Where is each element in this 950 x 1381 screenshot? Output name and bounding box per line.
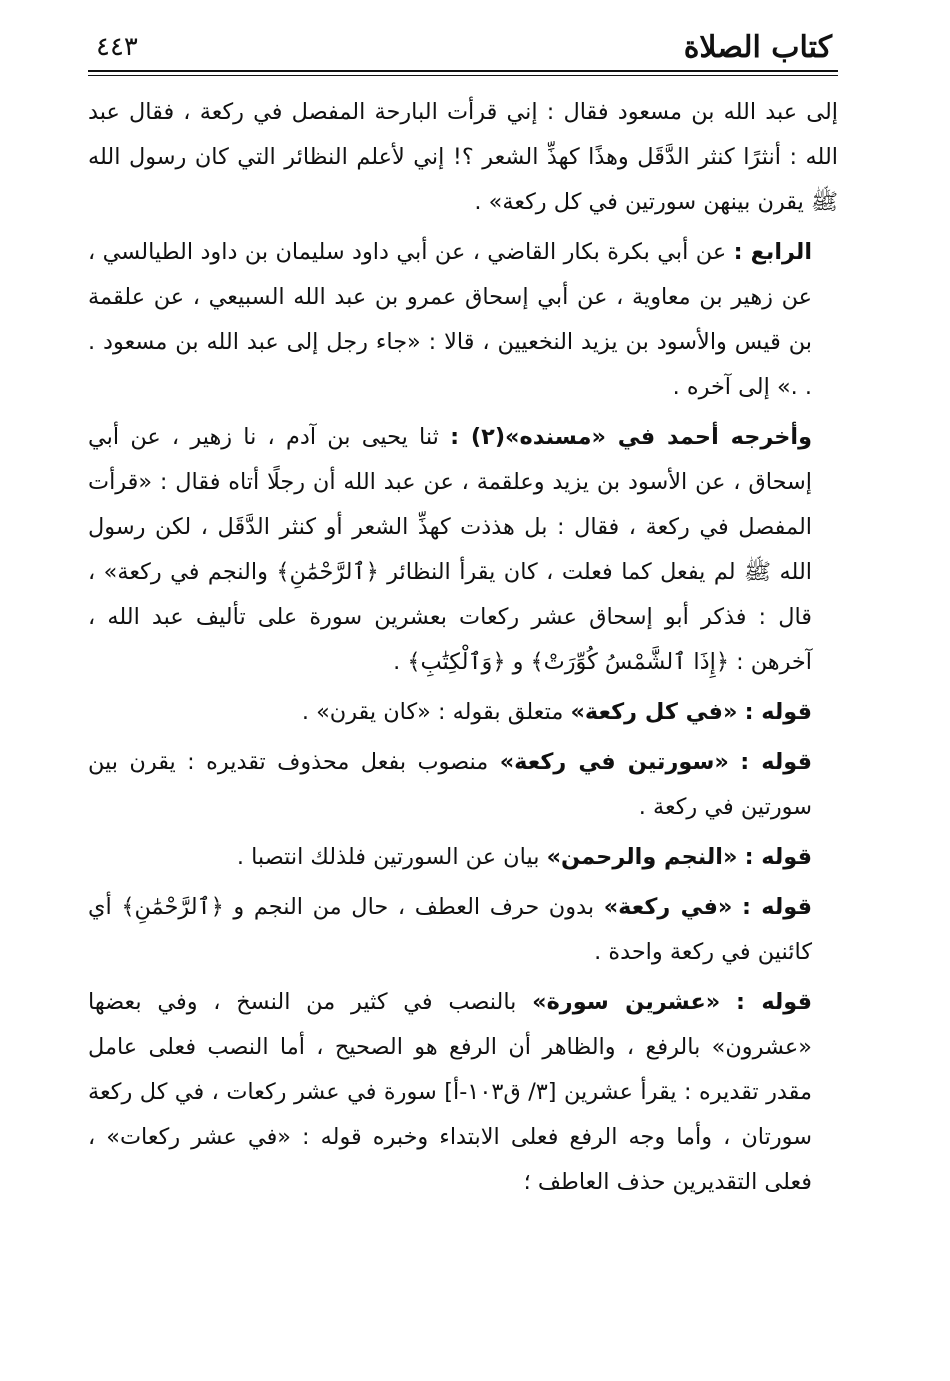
quoted-phrase: «النجم والرحمن»: [546, 844, 738, 870]
book-page: [88, 24, 838, 1210]
paragraph-text: عن أبي بكرة بكار القاضي ، عن أبي داود سليمان بن داود الطيالسي ، عن زهير بن معاوية ، عن أبي إسحاق عمرو بن عبد الله السبيعي ، عن علقمة بن قيس والأسود بن يزيد النخعيين ، قالا : «جاء رجل إلى عبد الله بن مسعود . . .» إلى آخره .: [88, 239, 812, 400]
quoted-phrase: «سورتين في ركعة»: [499, 749, 729, 775]
paragraph: [88, 690, 838, 735]
quoted-phrase: «في كل ركعة»: [570, 699, 738, 725]
paragraph-text: بدون حرف العطف ، حال من النجم و ﴿ٱلرَّحْمَٰنِ﴾ أي كائنين في ركعة واحدة .: [88, 894, 812, 965]
paragraph-text: ثنا يحيى بن آدم ، نا زهير ، عن أبي إسحاق ، عن الأسود بن يزيد وعلقمة ، عن عبد الله أن رجلًا أتاه فقال : «قرأت المفصل في ركعة ، فقال : بل هذذت كهذِّ الشعر أو كنثر الدَّقَل ، لكن رسول الله ﷺ لم يفعل كما فعلت ، كان يقرأ النظائر ﴿ٱلرَّحْمَٰنِ﴾ والنجم في ركعة» ، قال : فذكر أبو إسحاق عشر ركعات بعشرين سورة على تأليف عبد الله ، آخرهن : ﴿إِذَا ٱلشَّمْسُ كُوِّرَتْ﴾ و ﴿وَٱلْكِتَٰبِ﴾ .: [88, 424, 812, 675]
paragraph-text: بالنصب في كثير من النسخ ، وفي بعضها «عشرون» بالرفع ، والظاهر أن الرفع هو الصحيح ، أما النصب فعلى عامل مقدر تقديره : يقرأ عشرين [٣/ ق١٠٣-أ] سورة في عشر ركعات ، في كل ركعة سورتان ، وأما وجه الرفع فعلى الابتداء وخبره قوله : «في عشر ركعات» ، فعلى التقديرين حذف العاطف ؛: [88, 989, 812, 1195]
quoted-phrase: «عشرين سورة»: [532, 989, 721, 1015]
paragraph-text: متعلق بقوله : «كان يقرن» .: [301, 699, 564, 725]
header-rule-thin: [88, 75, 838, 76]
paragraph-lead: قوله :: [740, 749, 812, 775]
paragraph-lead: وأخرجه أحمد في «مسنده»(٢) :: [450, 424, 813, 450]
paragraph-lead: قوله :: [744, 844, 812, 870]
header-rule: [88, 70, 838, 72]
paragraph-lead: قوله :: [735, 989, 813, 1015]
paragraph: [88, 885, 838, 975]
paragraph: [88, 415, 838, 685]
paragraph: [88, 740, 838, 830]
running-title: كتاب الصلاة: [683, 30, 832, 65]
page-number: ٤٤٣: [96, 32, 138, 62]
paragraph: [88, 835, 838, 880]
paragraph-text: منصوب بفعل محذوف تقديره : يقرن بين سورتين في ركعة .: [88, 749, 812, 820]
paragraph-lead: الرابع :: [733, 239, 813, 265]
paragraph-text: إلى عبد الله بن مسعود فقال : إني قرأت البارحة المفصل في ركعة ، فقال عبد الله : أنثرًا كنثر الدَّقَل وهذًا كهذِّ الشعر ؟! إني لأعلم النظائر التي كان رسول الله ﷺ يقرن بينهن سورتين في كل ركعة» .: [88, 99, 838, 215]
paragraph-lead: قوله :: [742, 894, 812, 920]
paragraph: [88, 980, 838, 1205]
paragraph-text: بيان عن السورتين فلذلك انتصبا .: [236, 844, 540, 870]
paragraph: [88, 90, 838, 225]
quoted-phrase: «في ركعة»: [603, 894, 733, 920]
paragraph-lead: قوله :: [744, 699, 812, 725]
page-body: [88, 90, 838, 1205]
page-header: [88, 24, 838, 72]
paragraph: [88, 230, 838, 410]
